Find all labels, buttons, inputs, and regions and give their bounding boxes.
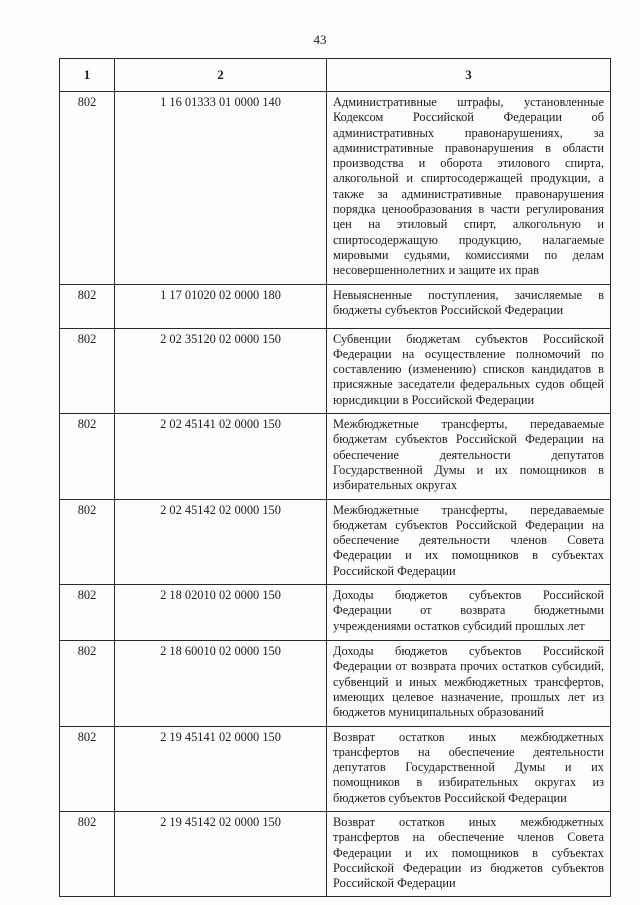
admin-code-cell: 802 bbox=[60, 585, 115, 641]
budget-code-cell: 2 18 60010 02 0000 150 bbox=[115, 641, 327, 726]
admin-code-cell: 802 bbox=[60, 414, 115, 499]
table-row bbox=[60, 811, 611, 896]
table-row bbox=[60, 499, 611, 584]
income-name-cell: Невыясненные поступления, зачисляемые в бюджеты субъектов Российской Федерации bbox=[327, 284, 611, 328]
budget-code-cell: 2 02 45142 02 0000 150 bbox=[115, 499, 327, 584]
budget-code-cell: 2 19 45141 02 0000 150 bbox=[115, 726, 327, 811]
page-number: 43 bbox=[313, 32, 327, 47]
admin-code-cell: 802 bbox=[60, 641, 115, 726]
income-name-cell: Межбюджетные трансферты, передаваемые бюджетам субъектов Российской Федерации на обеспечение деятельности депутатов Государственной Думы и их помощников в избирательных округах bbox=[327, 414, 611, 499]
admin-code-cell: 802 bbox=[60, 328, 115, 413]
table-row bbox=[60, 726, 611, 811]
income-name-cell: Доходы бюджетов субъектов Российской Федерации от возврата прочих остатков субсидий, субвенций и иных межбюджетных трансфертов, имеющих целевое назначение, прошлых лет из бюджетов муниципальных образований bbox=[327, 641, 611, 726]
table-row bbox=[60, 414, 611, 499]
income-name-cell: Возврат остатков иных межбюджетных трансфертов на обеспечение членов Совета Федерации и их помощников в субъектах Российской Федерации из бюджетов субъектов Российской Федерации bbox=[327, 811, 611, 896]
income-name-cell: Административные штрафы, установленные Кодексом Российской Федерации об административных правонарушениях, за административные правонарушения в области производства и оборота этилового спирта, алкогольной и спиртосодержащей продукции, а также за административные правонарушения порядка ценообразования в части регулирования цен на этиловый спирт, алкогольную и спиртосодержащую продукцию, налагаемые мировыми судьями, комиссиями по делам несовершеннолетних и защите их прав bbox=[327, 92, 611, 285]
income-name-cell: Субвенции бюджетам субъектов Российской Федерации на осуществление полномочий по составлению (изменению) списков кандидатов в присяжные заседатели федеральных судов общей юрисдикции в Российской Федерации bbox=[327, 328, 611, 413]
budget-code-cell: 2 02 35120 02 0000 150 bbox=[115, 328, 327, 413]
column-header: 2 bbox=[115, 59, 327, 92]
column-header: 1 bbox=[60, 59, 115, 92]
budget-code-cell: 1 16 01333 01 0000 140 bbox=[115, 92, 327, 285]
admin-code-cell: 802 bbox=[60, 811, 115, 896]
table-row bbox=[60, 585, 611, 641]
income-name-cell: Доходы бюджетов субъектов Российской Федерации от возврата бюджетными учреждениями остатков субсидий прошлых лет bbox=[327, 585, 611, 641]
income-name-cell: Возврат остатков иных межбюджетных трансфертов на обеспечение деятельности депутатов Государственной Думы и их помощников в избирательных округах из бюджетов субъектов Российской Федерации bbox=[327, 726, 611, 811]
table-row bbox=[60, 92, 611, 285]
column-header: 3 bbox=[327, 59, 611, 92]
budget-code-cell: 2 18 02010 02 0000 150 bbox=[115, 585, 327, 641]
admin-code-cell: 802 bbox=[60, 284, 115, 328]
income-name-cell: Межбюджетные трансферты, передаваемые бюджетам субъектов Российской Федерации на обеспечение деятельности членов Совета Федерации и их помощников в субъектах Российской Федерации bbox=[327, 499, 611, 584]
revenue-codes-table bbox=[59, 58, 611, 897]
table-row bbox=[60, 284, 611, 328]
admin-code-cell: 802 bbox=[60, 499, 115, 584]
table-header-row bbox=[60, 59, 611, 92]
table-row bbox=[60, 641, 611, 726]
budget-code-cell: 1 17 01020 02 0000 180 bbox=[115, 284, 327, 328]
table-row bbox=[60, 328, 611, 413]
admin-code-cell: 802 bbox=[60, 726, 115, 811]
budget-code-cell: 2 19 45142 02 0000 150 bbox=[115, 811, 327, 896]
admin-code-cell: 802 bbox=[60, 92, 115, 285]
budget-code-cell: 2 02 45141 02 0000 150 bbox=[115, 414, 327, 499]
